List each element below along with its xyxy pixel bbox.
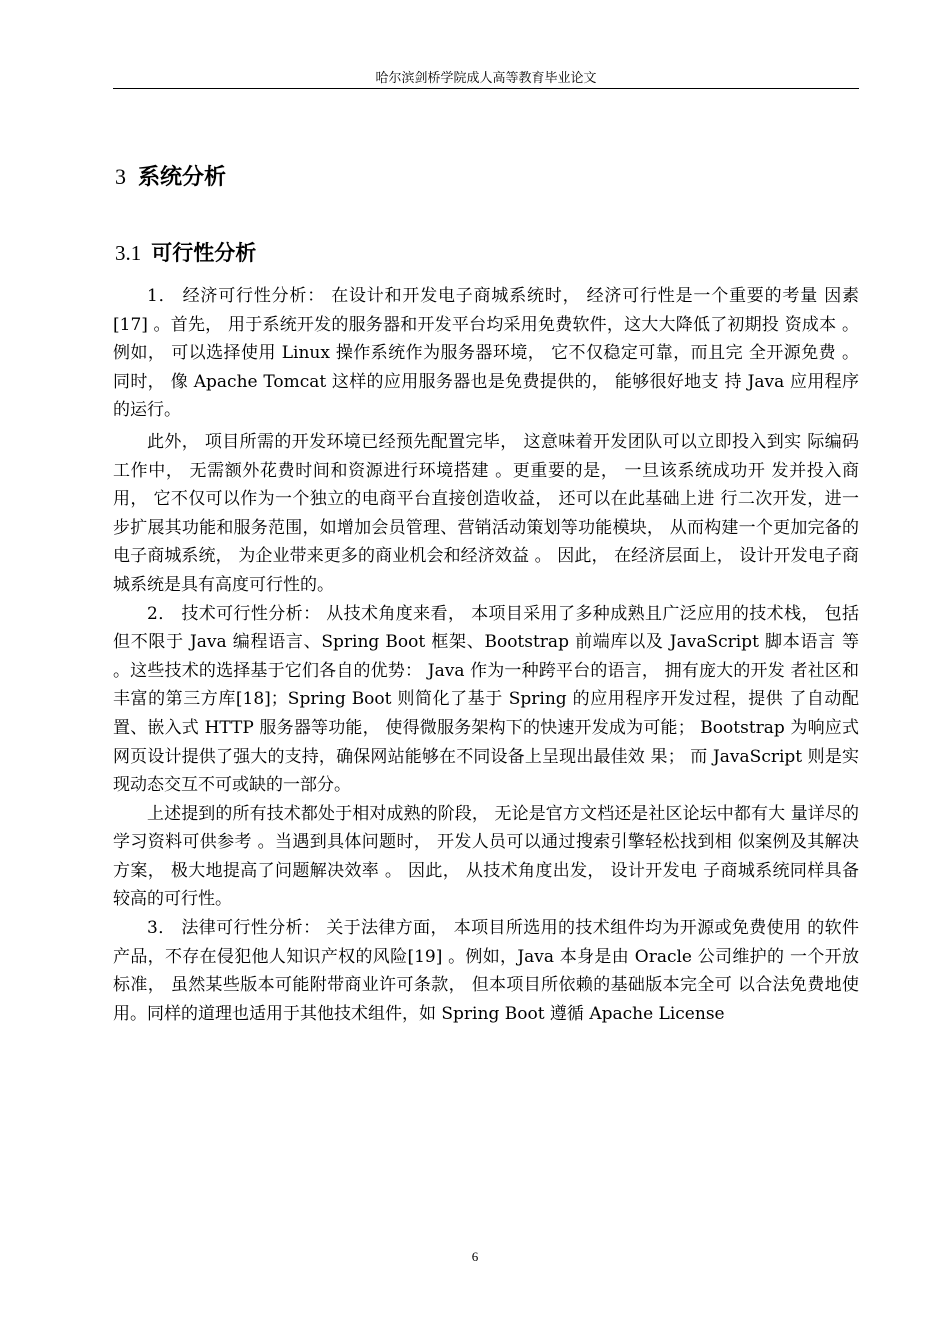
chapter-heading (115, 160, 226, 191)
header-rule (113, 88, 859, 89)
paragraph-legal-feasibility: 3． 法律可行性分析： 关于法律方面， 本项目所选用的技术组件均为开源或免费使用 的软件产品，不存在侵犯他人知识产权的风险[19] 。例如，Java 本身是由 Oracle 公司维护的 一个开放标准， 虽然某些版本可能附带商业许可条款， 但本项目所依赖的基础版本完全可 以合法免费地使用。同样的道理也适用于其他技术组件，如 Spring Boot 遵循 Apache License (113, 918, 859, 1024)
section-title: 可行性分析 (151, 241, 257, 265)
chapter-title: 系统分析 (138, 165, 227, 190)
paragraph-technical-maturity: 上述提到的所有技术都处于相对成熟的阶段， 无论是官方文档还是社区论坛中都有大 量详尽的学习资料可供参考 。当遇到具体问题时， 开发人员可以通过搜索引擎轻松找到相 似案例及其解决方案， 极大地提高了问题解决效率 。 因此， 从技术角度出发， 设计开发电 子商城系统同样具备较高的可行性。 (113, 803, 859, 910)
paragraph-technical-feasibility: 2． 技术可行性分析： 从技术角度来看， 本项目采用了多种成熟且广泛应用的技术栈， 包括但不限于 Java 编程语言、Spring Boot 框架、Bootstrap 前端库以及 JavaScript 脚本语言 等 。这些技术的选择基于它们各自的优势： Java 作为一种跨平台的语言， 拥有庞大的开发 者社区和丰富的第三方库[18]；Spring Boot 则简化了基于 Spring 的应用程序开发过程，提供 了自动配置、嵌入式 HTTP 服务器等功能， 使得微服务架构下的快速开发成为可能； Bootstrap 为响应式网页设计提供了强大的支持，确保网站能够在不同设备上呈现出最佳效 果； 而 JavaScript 则是实现动态交互不可或缺的一部分。 (113, 603, 859, 796)
paragraph-economic-benefits: 此外， 项目所需的开发环境已经预先配置完毕， 这意味着开发团队可以立即投入到实 际编码工作中， 无需额外花费时间和资源进行环境搭建 。更重要的是， 一旦该系统成功开 发并投入商用， 它不仅可以作为一个独立的电商平台直接创造收益， 还可以在此基础上进 行二次开发，进一步扩展其功能和服务范围，如增加会员管理、营销活动策划等功能模块， 从而构建一个更加完备的电子商城系统， 为企业带来更多的商业机会和经济效益 。 因此， 在经济层面上， 设计开发电子商城系统是具有高度可行性的。 (113, 431, 859, 595)
running-header: 哈尔滨剑桥学院成人高等教育毕业论文 (375, 71, 597, 86)
body-text (113, 282, 859, 1028)
page-number: 6 (471, 1249, 479, 1264)
paragraph-economic-feasibility: 1． 经济可行性分析： 在设计和开发电子商城系统时， 经济可行性是一个重要的考量 因素[17] 。首先， 用于系统开发的服务器和开发平台均采用免费软件，这大大降低了初期投 资成本 。 例如， 可以选择使用 Linux 操作系统作为服务器环境， 它不仅稳定可靠，而且完 全开源免费 。 同时， 像 Apache Tomcat 这样的应用服务器也是免费提供的， 能够很好地支 持 Java 应用程序的运行。 (113, 286, 859, 421)
section-heading (115, 237, 256, 267)
chapter-number: 3 (115, 164, 126, 189)
section-number: 3.1 (115, 241, 142, 265)
